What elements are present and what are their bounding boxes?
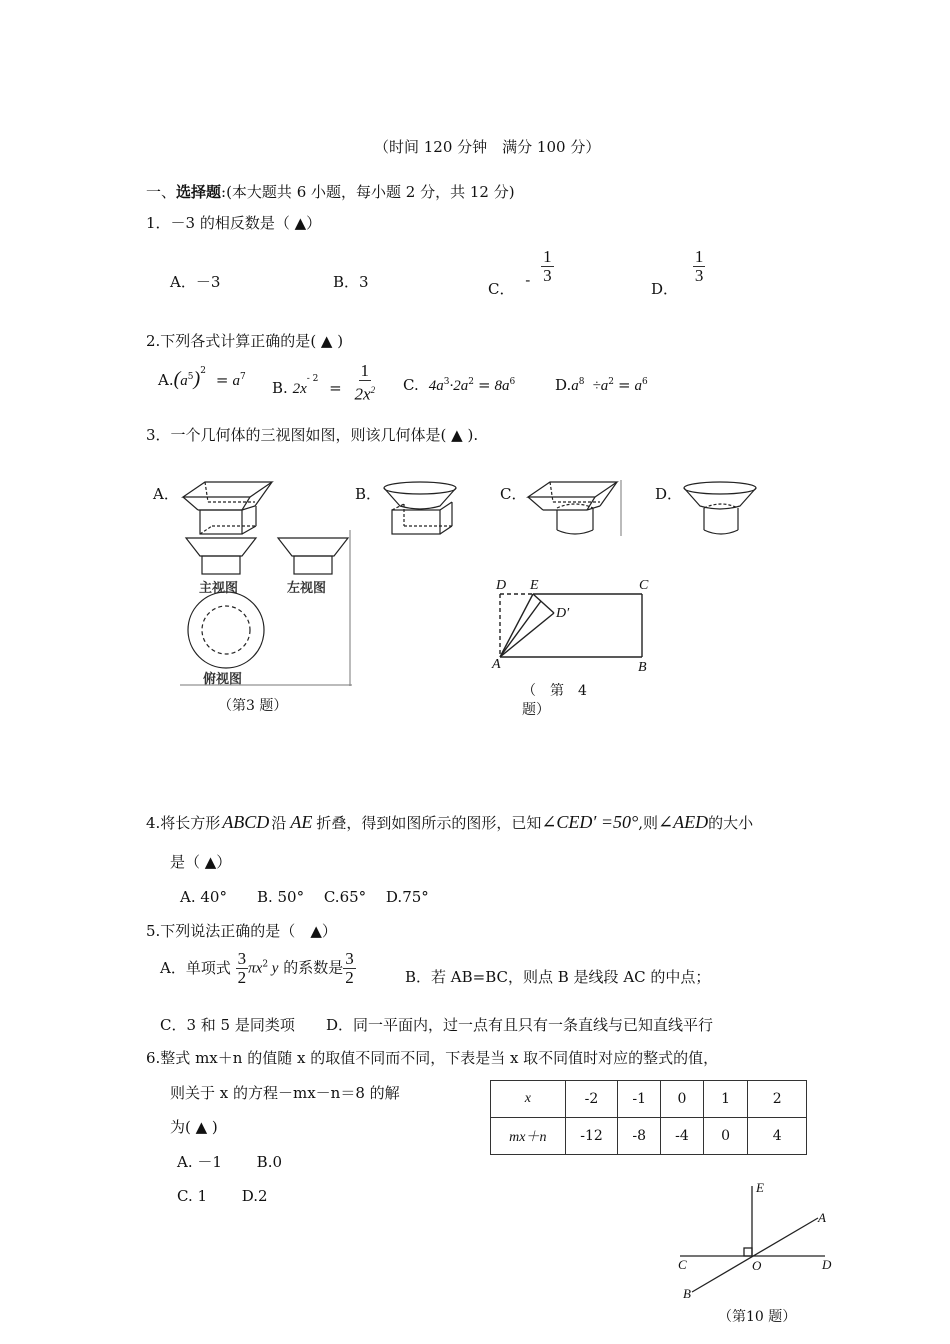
fig10-label-c: C [678,1257,687,1272]
table-cell: 0 [661,1081,704,1118]
table-cell: mx＋n [491,1118,566,1155]
time-score: （时间 120 分钟 满分 100 分） [374,138,601,156]
fig10-label-b: B [683,1286,691,1301]
table-cell: 4 [748,1118,807,1155]
q5-option-c: C．3 和 5 是同类项 [160,1016,295,1034]
fig4-label-dprime: D′ [556,606,570,621]
q5-option-a: A．单项式 $\frac{3}{2}$ $\pi x^2$ y 的系数是 $\frac{3}{2}$ [160,949,354,987]
table-cell: 1 [703,1081,748,1118]
front-view-label: 主视图 [199,581,239,596]
q1-option-d: D． $\frac{1}{3}$ [651,247,704,298]
q1-stem: 1．－3 的相反数是（ ▲） [146,214,322,232]
q2-option-d: $D.a^8 \div a^2 = a^6$ [555,376,648,394]
table-row [491,1118,807,1155]
table-cell: 0 [703,1118,748,1155]
q6-line3: 为( ▲ ) [170,1118,218,1136]
q5-option-d: D．同一平面内，过一点有且只有一条直线与已知直线平行 [326,1016,714,1034]
q6-stem: 6.整式 mx＋n 的值随 x 的取值不同而不同，下表是当 x 取不同值时对应的整式的值， [146,1049,719,1067]
fig4-label-e: E [530,578,539,593]
table-cell: 2 [748,1081,807,1118]
q3-option-b: B． [355,485,382,503]
q4-options: A. 40° B. 50° C.65° D.75° [180,888,429,906]
q3-three-views [180,530,352,688]
q3-solid-a [180,478,280,538]
q3-stem: 3．一个几何体的三视图如图，则该几何体是( ▲ ). [146,426,479,444]
fig10-caption: （第10 题） [718,1309,797,1325]
fig4-label-d: D [496,578,507,593]
q1-c-fraction: $\frac{1}{3}$ [543,247,552,285]
fig4-label-a: A [492,657,501,672]
fig10-label-d: D [822,1257,832,1272]
q2-option-c: C. $4a^3\cdot 2a^2 = 8a^6$ [403,376,516,394]
q6-value-table [490,1080,807,1155]
q1-option-b: B．3 [333,273,369,291]
table-row [491,1081,807,1118]
table-cell: -8 [618,1118,661,1155]
fig10-label-a: A [818,1210,826,1225]
q2-option-b: B. $2x^{- 2}$ = $\frac{1}{2x^2}$ [272,361,376,404]
q2-stem: 2.下列各式计算正确的是( ▲ ) [146,332,344,350]
q1-option-a: A．－3 [170,273,221,291]
q6-options-ab: A. －1 B.0 [177,1153,283,1171]
fig10-label-o: O [752,1258,762,1273]
q5-stem: 5.下列说法正确的是（ ▲） [146,922,337,940]
q3-option-a: A． [153,485,179,503]
section-title: 一、选择题:(本大题共 6 小题，每小题 2 分，共 12 分) [146,183,515,201]
fig4-caption-2: 题） [522,702,550,718]
fig4-label-c: C [639,578,649,593]
fig4-caption-1: （ 第 4 [522,683,587,699]
q3-solid-c [525,478,625,538]
table-cell: -2 [565,1081,618,1118]
table-cell: -4 [661,1118,704,1155]
q3-solid-b [382,478,462,538]
q4-line2: 是（ ▲） [170,853,232,871]
q6-options-cd: C. 1 D.2 [177,1187,268,1205]
fig10-diagram [670,1178,840,1300]
q1-option-c: C． - $\frac{1}{3}$ [488,247,552,298]
q3-option-d: D． [655,485,683,503]
q2-option-a: $A.(a^5)^2 = a^7$ [158,366,246,390]
q3-solid-d [682,478,762,540]
table-cell: x [491,1081,566,1118]
top-view-label: 俯视图 [203,672,243,687]
q6-line2: 则关于 x 的方程－mx－n＝8 的解 [170,1084,400,1102]
q1-d-fraction: $\frac{1}{3}$ [694,247,704,285]
fig4-diagram [490,580,660,680]
fig10-label-e: E [756,1180,764,1195]
fig4-label-b: B [638,660,647,675]
table-cell: -1 [618,1081,661,1118]
table-cell: -12 [565,1118,618,1155]
q5-option-b: B．若 AB=BC，则点 B 是线段 AC 的中点； [405,968,711,986]
q4-stem: 4.将长方形 ABCD 沿 AE 折叠，得到如图所示的图形，已知∠CED′ =50°,则∠AED的大小 [146,812,754,832]
q3-caption: （第3 题） [218,698,288,714]
side-view-label: 左视图 [287,581,327,596]
q3-option-c: C． [500,485,527,503]
q2-b-fraction: $\frac{1}{2x^2}$ [354,361,376,404]
